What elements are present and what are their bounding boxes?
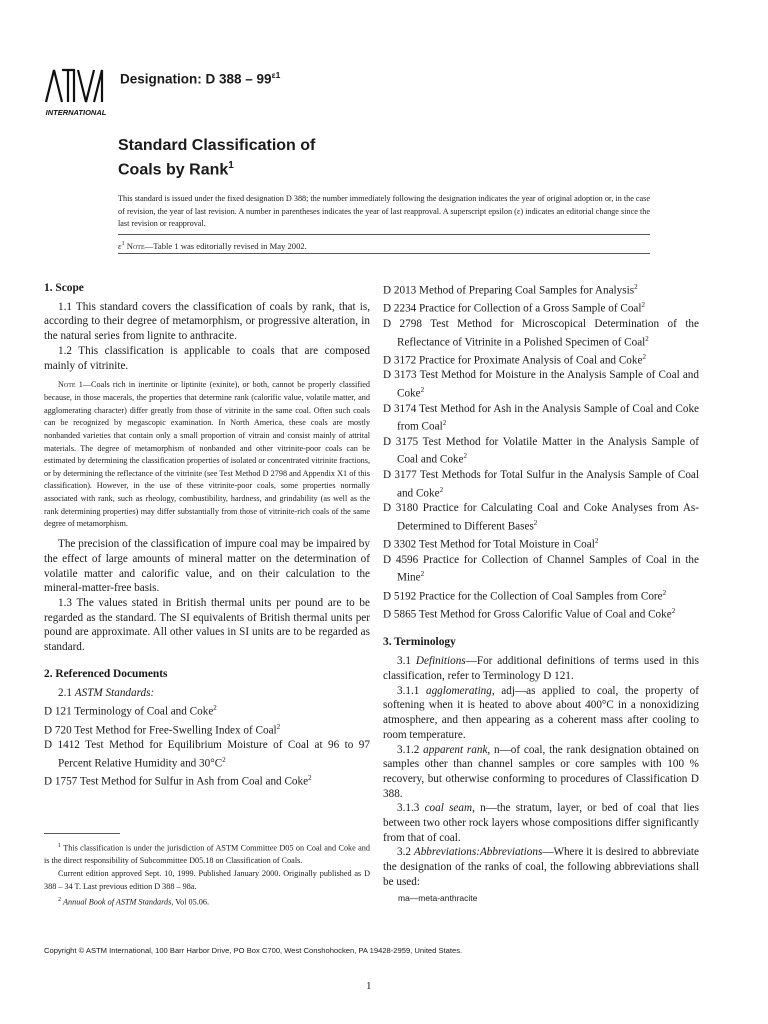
paragraph-1-1: 1.1 This standard covers the classification of coals by rank, that is, according to their degree of metamorphism, or progressive alteration, in the natural series from lignite to anthracite. (44, 300, 370, 343)
left-column (44, 281, 370, 790)
editorial-note: $\varepsilon^1$ Note—Table 1 was editorially revised in May 2002. (118, 240, 307, 251)
note-1: Note 1—Coals rich in inertinite or liptinite (exinite), or both, cannot be properly classified because, in those macerals, the properties that determine rank (calorific value, volatile matter, and agglomerating character) differ greatly from those of vitrinite in the same coal. Often such coals can be recognized by megascopic examination. In North America, these coals are mostly nonbanded varieties that contain only a small proportion of vitrain and consist mainly of attrital materials. The degree of metamorphism of nonbanded and other vitrinite-poor coals can be estimated by determining the classification properties of isolated or concentrated vitrinite fractions, or by determining the reflectance of the vitrinite (see Test Method D 2798 and Appendix X1 of this classification). However, in the use of these vitrinite-poor coals, some properties normally associated with rank, such as rheology, combustibility, hardness, and grindability (as well as the rank determining properties) may differ substantially from those of vitrinite-rich coals of the same degree of metamorphism. (44, 380, 370, 529)
footnote-1: $^1$ This classification is under the jurisdiction of ASTM Committee D05 on Coal and Coke and is the direct responsibility of Subcommittee D05.18 on Classification of Coals. (44, 843, 370, 866)
copyright-line: Copyright © ASTM International, 100 Barr Harbor Drive, PO Box C700, West Conshohocken, PA 19428-2959, United States. (44, 946, 463, 955)
paragraph-precision: The precision of the classification of impure coal may be impaired by the effect of large amounts of mineral matter on the determination of volatile matter and calorific value, and on their calculation to the mineral-matter-free basis. (44, 538, 370, 595)
reference-item: D 4596 Practice for Collection of Channel Samples of Coal in the Mine$^2$ (383, 553, 699, 585)
page-number: 1 (366, 980, 372, 992)
footnote-1-edition: Current edition approved Sept. 10, 1999. Published January 2000. Originally published as D 388 – 34 T. Last previous edition D 388 – 98a. (44, 869, 370, 891)
reference-item: D 1757 Test Method for Sulfur in Ash from Coal and Coke$^2$ (44, 774, 312, 788)
svg-text:INTERNATIONAL: INTERNATIONAL (45, 108, 107, 117)
paragraph-3-1-3: 3.1.3 coal seam, n—the stratum, layer, or bed of coal that lies between two other rock layers whose compositions differ significantly from that of coal. (383, 802, 700, 844)
right-column (383, 280, 699, 890)
footnotes (44, 840, 370, 909)
paragraph-3-1-1: 3.1.1 agglomerating, adj—as applied to coal, the property of softening when it is heated to above about 400°C in a nonoxidizing atmosphere, and then appearing as a coherent mass after cooling to room temperature. (383, 684, 700, 741)
divider (118, 234, 650, 235)
reference-list-left (44, 701, 370, 789)
reference-item: D 3177 Test Methods for Total Sulfur in the Analysis Sample of Coal and Coke$^2$ (383, 468, 699, 500)
issuance-statement: This standard is issued under the fixed designation D 388; the number immediately following the designation indicates the year of original adoption or, in the case of revision, the year of last revision. A number in parentheses indicates the year of last reapproval. A superscript epsilon (ε) indicates an editorial change since the last revision or reapproval. (118, 194, 650, 229)
reference-item: D 3174 Test Method for Ash in the Analysis Sample of Coal and Coke from Coal$^2$ (383, 402, 699, 434)
reference-item: D 3302 Test Method for Total Moisture in Coal$^2$ (383, 537, 599, 551)
reference-item: D 3180 Practice for Calculating Coal and Coke Analyses from As-Determined to Different Bases$^2$ (383, 502, 699, 533)
section-heading-referenced-documents: 2. Referenced Documents (44, 667, 168, 680)
paragraph-1-3: 1.3 The values stated in British thermal units per pound are to be regarded as the standard. The SI equivalents of British thermal units per pound are approximate. All other values in SI units are to be regarded as standard. (44, 596, 370, 654)
reference-item: D 2798 Test Method for Microscopical Determination of the Reflectance of Vitrinite in a Polished Specimen of Coal$^2$ (383, 317, 699, 349)
reference-item: D 121 Terminology of Coal and Coke$^2$ (44, 704, 217, 718)
divider (118, 253, 650, 254)
astm-standards-label: 2.1 ASTM Standards: (58, 687, 155, 700)
reference-item: D 1412 Test Method for Equilibrium Moisture of Coal at 96 to 97 Percent Relative Humidity and $30^\circ C^2$ (44, 739, 370, 770)
abbreviation-item: ma—meta-anthracite (398, 893, 478, 903)
footnote-divider (44, 833, 120, 834)
reference-item: D 2013 Method of Preparing Coal Samples for Analysis$^2$ (383, 283, 638, 297)
reference-item: D 3173 Test Method for Moisture in the Analysis Sample of Coal and Coke$^2$ (383, 369, 699, 400)
astm-logo (38, 62, 114, 118)
document-title: Standard Classification of Coals by Rank$^1$ (118, 137, 316, 179)
reference-item: D 5192 Practice for the Collection of Coal Samples from Core$^2$ (383, 588, 667, 603)
reference-item: D 720 Test Method for Free-Swelling Index of Coal$^2$ (44, 722, 281, 737)
designation: Designation: D $388 - 99^{\varepsilon 1}$ (120, 70, 281, 87)
section-heading-scope: 1. Scope (44, 282, 84, 294)
paragraph-1-2: 1.2 This classification is applicable to coals that are composed mainly of vitrinite. (44, 344, 370, 372)
reference-list-right (383, 280, 699, 623)
paragraph-3-1: 3.1 Definitions—For additional definitions of terms used in this classification, refer to Terminology D 121. (383, 655, 700, 683)
paragraph-3-1-2: 3.1.2 apparent rank, n—of coal, the rank designation obtained on samples other than channel samples or core samples with 100 % recovery, but otherwise conforming to procedures of Classification D 388. (383, 743, 700, 800)
footnote-2: $^2$ Annual Book of ASTM Standards, Vol 05.06. (58, 896, 209, 907)
reference-item: D 5865 Test Method for Gross Calorific Value of Coal and Coke$^2$ (383, 607, 676, 621)
reference-item: D 2234 Practice for Collection of a Gross Sample of Coal$^2$ (383, 301, 645, 316)
paragraph-3-2: 3.2 Abbreviations:Abbreviations—Where it is desired to abbreviate the designation of the ranks of coal, the following abbreviations shall be used: (383, 846, 699, 888)
reference-item: D 3172 Practice for Proximate Analysis of Coal and Coke$^2$ (383, 353, 646, 367)
reference-item: D 3175 Test Method for Volatile Matter in the Analysis Sample of Coal and Coke$^2$ (383, 435, 699, 467)
section-heading-terminology: 3. Terminology (383, 635, 456, 648)
